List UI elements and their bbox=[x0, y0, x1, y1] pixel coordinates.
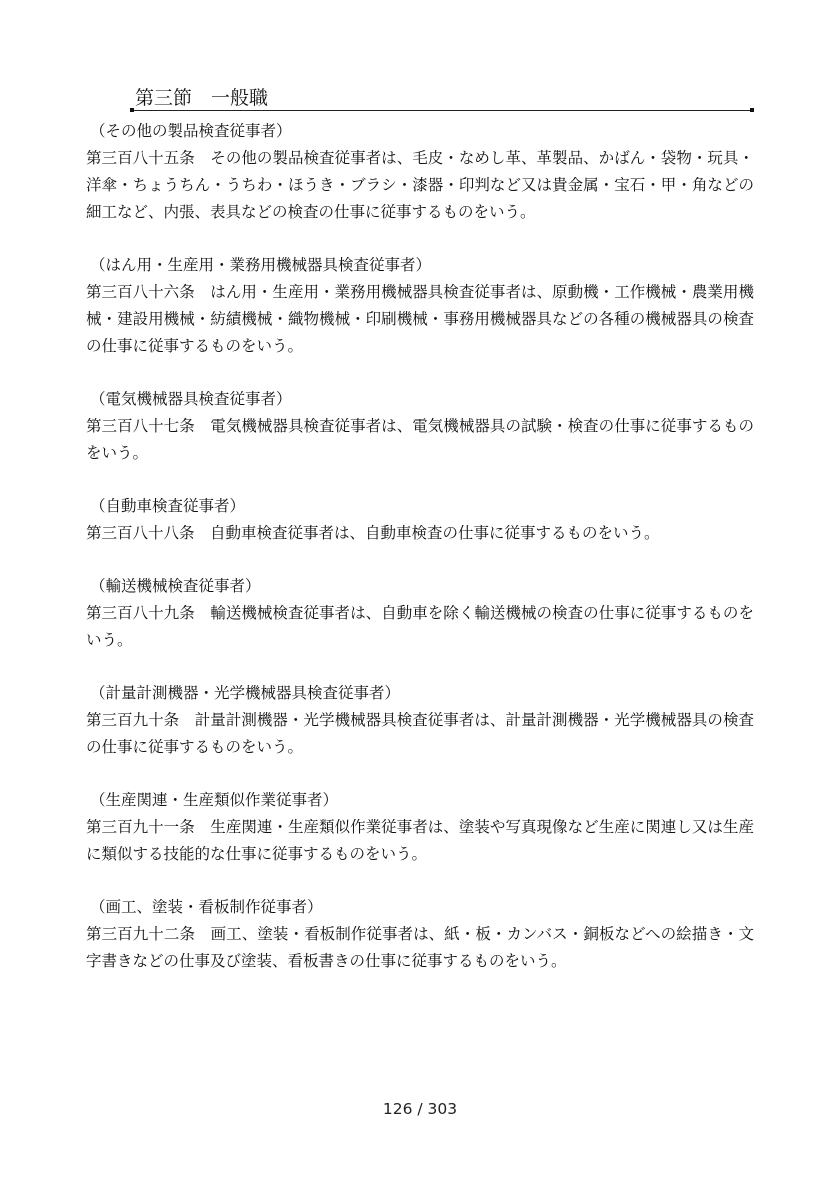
article-caption: （計量計測機器・光学機械器具検査従事者） bbox=[90, 684, 401, 702]
article-caption: （はん用・生産用・業務用機械器具検査従事者） bbox=[90, 256, 432, 274]
page-number: 126 / 303 bbox=[382, 1100, 458, 1118]
header-rule bbox=[130, 110, 754, 111]
article-number: 第三百九十一条 bbox=[86, 818, 211, 836]
article-number: 第三百九十二条 bbox=[86, 925, 211, 943]
article-number: 第三百八十九条 bbox=[86, 604, 211, 622]
article-number: 第三百八十七条 bbox=[86, 417, 211, 435]
article-body bbox=[86, 279, 754, 360]
article-text: 電気機械器具検査従事者は、電気機械器具の試験・検査の仕事に従事するものをいう。 bbox=[86, 417, 754, 462]
article-text: 画工、塗装・看板制作従事者は、紙・板・カンバス・銅板などへの絵描き・文字書きなどの仕事及び塗装、看板書きの仕事に従事するものをいう。 bbox=[86, 925, 754, 970]
article-number: 第三百八十八条 bbox=[86, 524, 211, 542]
article-text: その他の製品検査従事者は、毛皮・なめし革、革製品、かばん・袋物・玩具・洋傘・ちょうちん・うちわ・ほうき・ブラシ・漆器・印判など又は貴金属・宝石・甲・角などの細工など、内張、表具などの検査の仕事に従事するものをいう。 bbox=[86, 149, 754, 221]
article-387 bbox=[86, 386, 754, 467]
article-caption: （輸送機械検査従事者） bbox=[90, 577, 261, 595]
article-text: 自動車検査従事者は、自動車検査の仕事に従事するものをいう。 bbox=[210, 524, 660, 542]
article-text: はん用・生産用・業務用機械器具検査従事者は、原動機・工作機械・農業用機械・建設用機械・紡績機械・織物機械・印刷機械・事務用機械器具などの各種の機械器具の検査の仕事に従事するものをいう。 bbox=[86, 283, 754, 355]
section-title: 第三節 一般職 bbox=[135, 87, 269, 109]
article-391 bbox=[86, 787, 754, 868]
article-389 bbox=[86, 573, 754, 654]
article-caption: （自動車検査従事者） bbox=[90, 497, 246, 515]
article-388 bbox=[86, 493, 754, 547]
document-body bbox=[86, 118, 754, 1001]
article-body bbox=[86, 413, 754, 467]
article-text: 計量計測機器・光学機械器具検査従事者は、計量計測機器・光学機械器具の検査の仕事に従事するものをいう。 bbox=[86, 711, 754, 756]
article-body bbox=[86, 145, 754, 226]
rule-end-right bbox=[750, 108, 754, 112]
article-caption: （その他の製品検査従事者） bbox=[90, 122, 292, 140]
article-body bbox=[86, 921, 754, 975]
article-386 bbox=[86, 252, 754, 360]
article-385 bbox=[86, 118, 754, 226]
article-number: 第三百九十条 bbox=[86, 711, 195, 729]
article-caption: （生産関連・生産類似作業従事者） bbox=[90, 791, 339, 809]
article-number: 第三百八十六条 bbox=[86, 283, 211, 301]
section-header bbox=[130, 86, 754, 112]
article-392 bbox=[86, 894, 754, 975]
article-body bbox=[86, 814, 754, 868]
article-body bbox=[86, 520, 754, 547]
article-body bbox=[86, 600, 754, 654]
article-text: 生産関連・生産類似作業従事者は、塗装や写真現像など生産に関連し又は生産に類似する技能的な仕事に従事するものをいう。 bbox=[86, 818, 754, 863]
rule-end-left bbox=[130, 108, 134, 112]
article-number: 第三百八十五条 bbox=[86, 149, 211, 167]
article-caption: （画工、塗装・看板制作従事者） bbox=[90, 898, 323, 916]
article-text: 輸送機械検査従事者は、自動車を除く輸送機械の検査の仕事に従事するものをいう。 bbox=[86, 604, 754, 649]
article-body bbox=[86, 707, 754, 761]
article-caption: （電気機械器具検査従事者） bbox=[90, 390, 292, 408]
article-390 bbox=[86, 680, 754, 761]
